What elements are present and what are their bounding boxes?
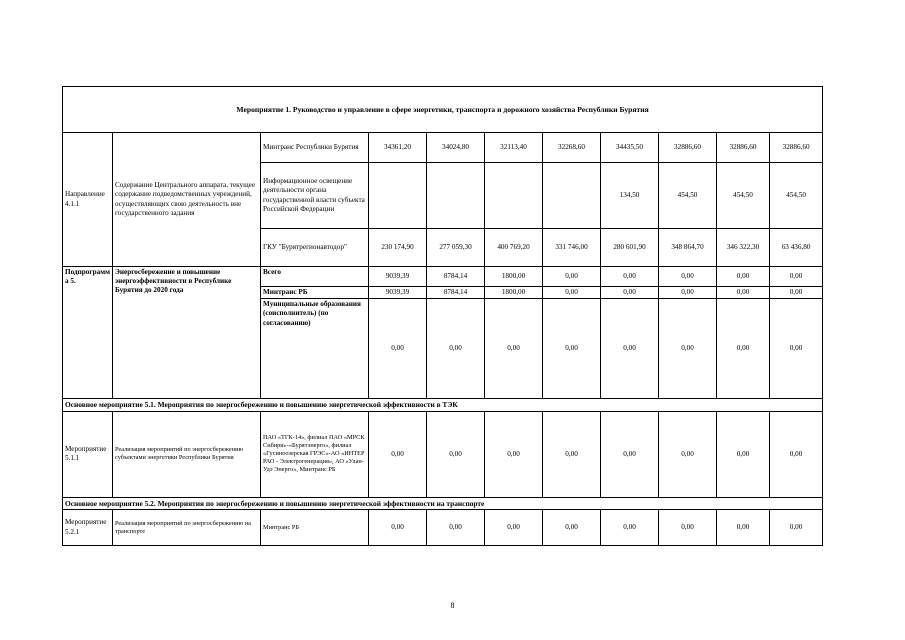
value-cell: 0,00 [717, 299, 770, 399]
value-cell: 0,00 [659, 267, 717, 287]
value-cell: 0,00 [485, 299, 543, 399]
value-cell: 348 864,70 [659, 229, 717, 267]
value-cell: 0,00 [601, 267, 659, 287]
value-cell: 0,00 [543, 287, 601, 299]
section-heading: Основное мероприятие 5.1. Мероприятия по энергосбережению и повышению энергетической эффективности в ТЭК [63, 399, 823, 411]
row-executor: Муниципальные образования (соисполнитель) (по согласованию) [261, 299, 369, 399]
row-code: Подпрограмма 5. [63, 267, 113, 399]
value-cell [427, 163, 485, 229]
value-cell: 0,00 [485, 510, 543, 546]
value-cell: 0,00 [427, 299, 485, 399]
value-cell: 0,00 [717, 267, 770, 287]
value-cell: 1800,00 [485, 267, 543, 287]
value-cell: 280 601,90 [601, 229, 659, 267]
value-cell: 0,00 [601, 287, 659, 299]
row-code: Мероприятие 5.1.1 [63, 411, 113, 497]
value-cell: 0,00 [717, 510, 770, 546]
value-cell: 454,50 [659, 163, 717, 229]
row-code: Направление 4.1.1 [63, 133, 113, 267]
section-row [63, 497, 823, 509]
row-executor: Минтранс РБ [261, 287, 369, 299]
value-cell: 8784,14 [427, 267, 485, 287]
row-name: Реализация мероприятий по энергосбережению на транспорте [113, 510, 261, 546]
value-cell: 0,00 [543, 510, 601, 546]
row-executor: ГКУ "Бурятрегионавтодор" [261, 229, 369, 267]
title-row [63, 87, 823, 133]
value-cell: 1800,00 [485, 287, 543, 299]
table-row [63, 510, 823, 546]
row-name: Содержание Центрального аппарата, текущее содержание подведомственных учреждений, осуществляющих свою деятельность вне государственного задания [113, 133, 261, 267]
value-cell: 0,00 [770, 411, 823, 497]
value-cell: 0,00 [770, 299, 823, 399]
value-cell: 0,00 [770, 510, 823, 546]
value-cell: 0,00 [427, 411, 485, 497]
section-heading: Основное мероприятие 5.2. Мероприятия по энергосбережению и повышению энергетической эффективности на транспорте [63, 497, 823, 509]
value-cell: 32268,60 [543, 133, 601, 163]
value-cell: 134,50 [601, 163, 659, 229]
page-number: 8 [450, 601, 455, 610]
budget-table-sheet [62, 86, 822, 546]
value-cell: 32886,60 [717, 133, 770, 163]
value-cell: 0,00 [543, 267, 601, 287]
value-cell: 0,00 [770, 287, 823, 299]
row-executor: Информационное освещение деятельности органа государственной власти субъекта Российской Федерации [261, 163, 369, 229]
value-cell: 0,00 [659, 510, 717, 546]
section-row [63, 399, 823, 411]
value-cell: 400 769,20 [485, 229, 543, 267]
value-cell: 0,00 [601, 411, 659, 497]
value-cell: 277 059,30 [427, 229, 485, 267]
value-cell: 230 174,90 [369, 229, 427, 267]
value-cell: 331 746,00 [543, 229, 601, 267]
value-cell: 0,00 [770, 267, 823, 287]
row-executor: Всего [261, 267, 369, 287]
row-executor: Минтранс РБ [261, 510, 369, 546]
value-cell: 32886,60 [770, 133, 823, 163]
value-cell: 0,00 [659, 411, 717, 497]
value-cell: 0,00 [717, 411, 770, 497]
table-title: Мероприятие 1. Руководство и управление в сфере энергетики, транспорта и дорожного хозяйства Республики Бурятия [63, 87, 823, 133]
value-cell [369, 163, 427, 229]
value-cell: 0,00 [369, 299, 427, 399]
value-cell: 0,00 [659, 299, 717, 399]
value-cell: 8784,14 [427, 287, 485, 299]
value-cell: 9039,39 [369, 287, 427, 299]
value-cell: 0,00 [485, 411, 543, 497]
value-cell: 34435,50 [601, 133, 659, 163]
value-cell [485, 163, 543, 229]
value-cell: 0,00 [543, 411, 601, 497]
value-cell: 9039,39 [369, 267, 427, 287]
value-cell: 0,00 [601, 299, 659, 399]
value-cell: 0,00 [369, 411, 427, 497]
value-cell: 0,00 [717, 287, 770, 299]
value-cell: 0,00 [427, 510, 485, 546]
value-cell: 0,00 [659, 287, 717, 299]
value-cell: 0,00 [543, 299, 601, 399]
value-cell: 346 322,30 [717, 229, 770, 267]
table-row [63, 267, 823, 287]
value-cell [543, 163, 601, 229]
value-cell: 454,50 [770, 163, 823, 229]
row-executor: Минтранс Республики Бурятия [261, 133, 369, 163]
row-executor: ПАО «ТГК-14», филиал ПАО «МРСК Сибири»-«Бурятэнерго», филиал «Гусиноозерская ГРЭС»-АО «ИНТЕР РАО - Электрогенерация», АО «Улан-Удэ Энерго», Минтранс РБ [261, 411, 369, 497]
row-name: Энергосбережение и повышение энергоэффективности в Республике Бурятия до 2020 года [113, 267, 261, 399]
value-cell: 63 436,80 [770, 229, 823, 267]
value-cell: 454,50 [717, 163, 770, 229]
table-row [63, 133, 823, 163]
table-row [63, 411, 823, 497]
row-name: Реализация мероприятий по энергосбережению субъектами энергетики Республики Бурятия [113, 411, 261, 497]
value-cell: 34024,80 [427, 133, 485, 163]
value-cell: 32113,40 [485, 133, 543, 163]
value-cell: 32886,60 [659, 133, 717, 163]
value-cell: 34361,20 [369, 133, 427, 163]
row-code: Мероприятие 5.2.1 [63, 510, 113, 546]
value-cell: 0,00 [369, 510, 427, 546]
value-cell: 0,00 [601, 510, 659, 546]
budget-table [62, 86, 823, 546]
